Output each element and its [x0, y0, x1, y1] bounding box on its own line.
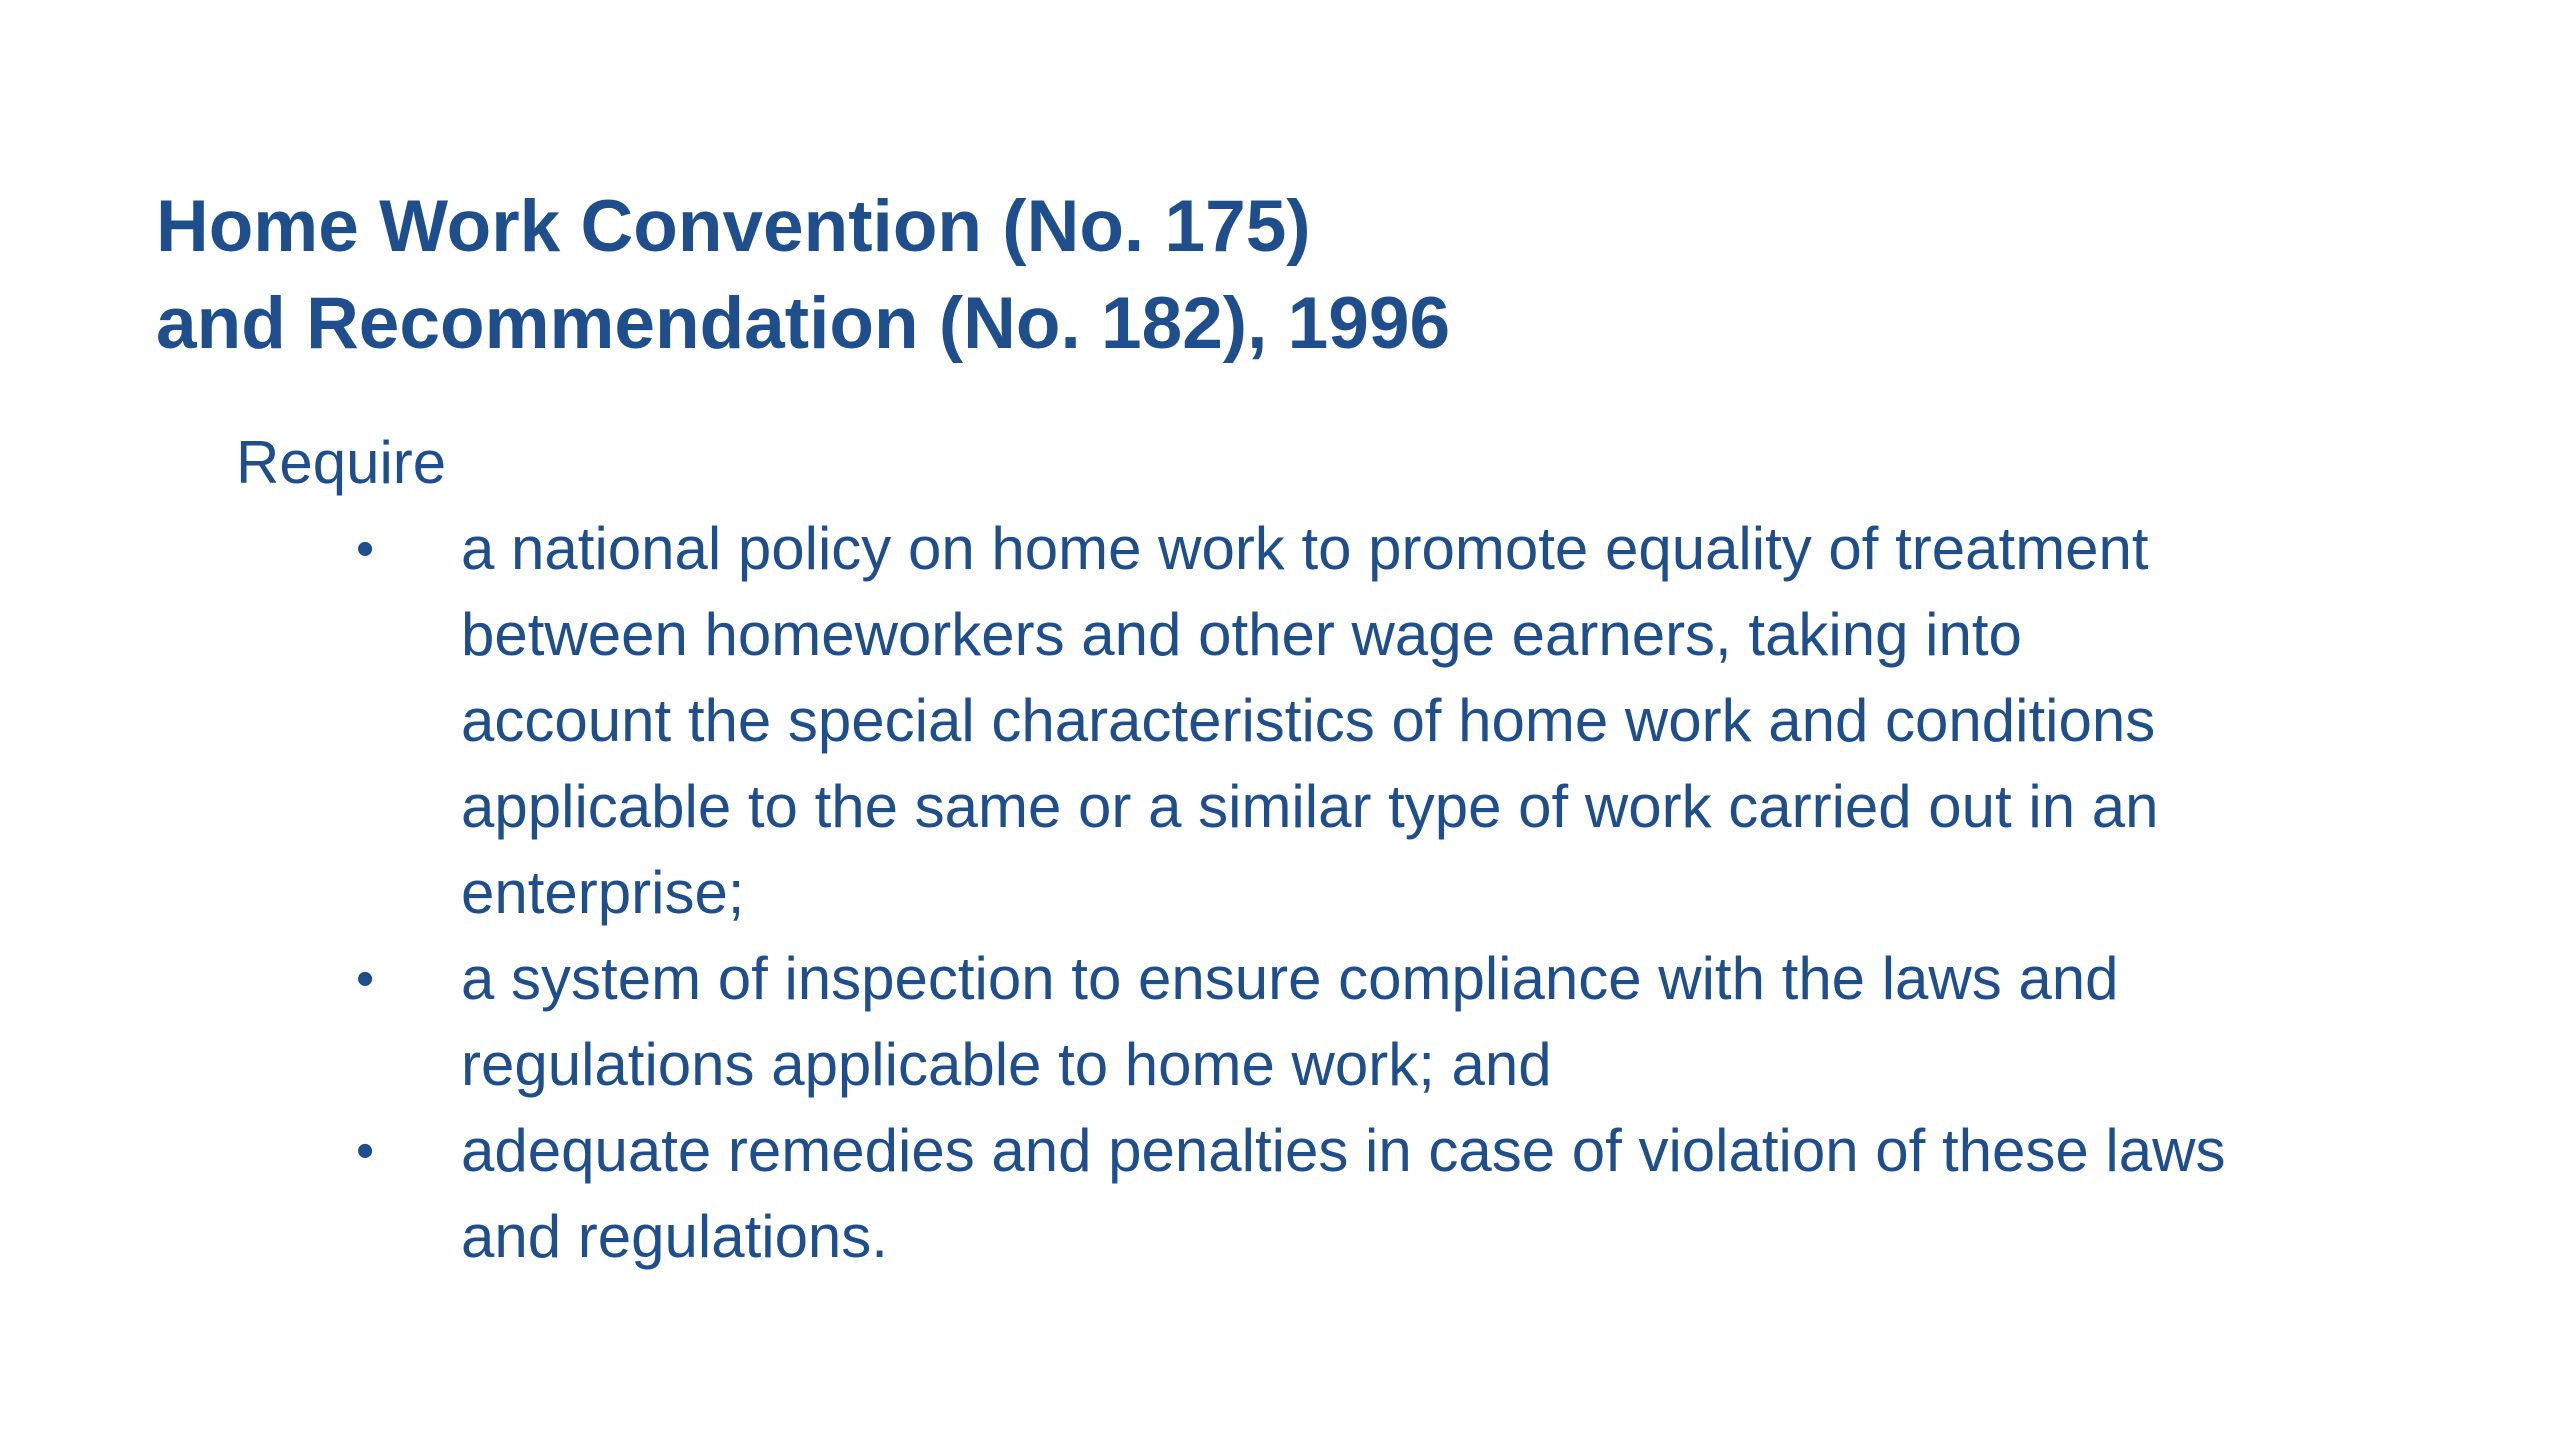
bullet-text-line: applicable to the same or a similar type of work carried out in an [461, 773, 2159, 840]
bullet-text-line: a national policy on home work to promote equality of treatment [461, 515, 2149, 582]
title-line-1: Home Work Convention (No. 175) [156, 186, 1311, 267]
lead-text: Require [236, 429, 447, 496]
bullet-text-line: and regulations. [461, 1203, 888, 1270]
bullet-dot-icon: • [356, 520, 375, 578]
title-line-2: and Recommendation (No. 182), 1996 [156, 283, 1451, 364]
bullet-list [236, 506, 2486, 1280]
bullet-text-line: a system of inspection to ensure compliance with the laws and [461, 945, 2119, 1012]
bullet-item-national-policy [356, 506, 2486, 936]
bullet-text-line: account the special characteristics of home work and conditions [461, 687, 2156, 754]
slide-title [156, 178, 2456, 372]
bullet-text-line: enterprise; [461, 859, 745, 926]
bullet-text-line: regulations applicable to home work; and [461, 1031, 1552, 1098]
slide-body [236, 420, 2486, 1280]
bullet-item-remedies [356, 1108, 2486, 1280]
bullet-item-inspection [356, 936, 2486, 1108]
bullet-text-line: between homeworkers and other wage earners, taking into [461, 601, 2022, 668]
bullet-dot-icon: • [356, 950, 375, 1008]
bullet-dot-icon: • [356, 1122, 375, 1180]
bullet-text-line: adequate remedies and penalties in case of violation of these laws [461, 1117, 2226, 1184]
